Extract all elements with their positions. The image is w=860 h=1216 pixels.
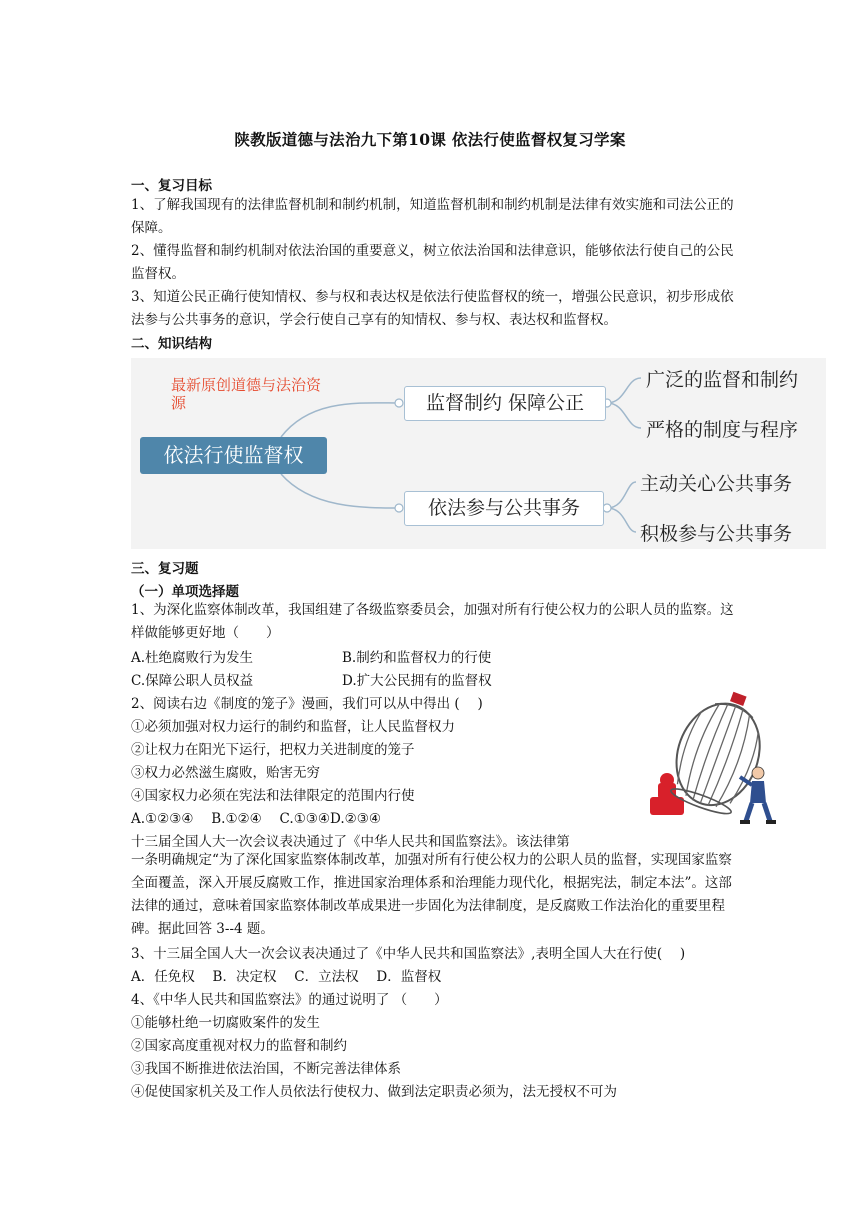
goal-1: 1、了解我国现有的法律监督机制和制约机制，知道监督机制和制约机制是法律有效实施和司法公正的保障。 bbox=[131, 197, 734, 236]
single-choice-heading: （一）单项选择题 bbox=[131, 584, 239, 600]
q3-options: A．任免权 B．决定权 C．立法权 D．监督权 bbox=[131, 969, 442, 985]
question-1-stem: 1、为深化监察体制改革，我国组建了各级监察委员会，加强对所有行使公权力的公职人员的监察。这样做能够更好地（ ） bbox=[131, 602, 734, 641]
q4-item: ①能够杜绝一切腐败案件的发生 bbox=[131, 1015, 320, 1031]
goal-2: 2、懂得监督和制约机制对依法治国的重要意义，树立依法治国和法律意识，能够依法行使自己的公民监督权。 bbox=[131, 243, 734, 282]
q2-options: A.①②③④ B.①②④ C.①③④D.②③④ bbox=[131, 811, 381, 827]
structure-heading: 二、知识结构 bbox=[131, 336, 212, 352]
goals-heading: 一、复习目标 bbox=[131, 178, 212, 194]
q2-item: ②让权力在阳光下运行，把权力关进制度的笼子 bbox=[131, 742, 415, 758]
mindmap-leaf: 严格的制度与程序 bbox=[646, 419, 799, 441]
mindmap-watermark: 最新原创道德与法治资源 bbox=[171, 376, 321, 412]
q1-option-c: C.保障公职人员权益 bbox=[131, 673, 254, 689]
q4-item: ②国家高度重视对权力的监督和制约 bbox=[131, 1038, 347, 1054]
q1-option-b: B.制约和监督权力的行使 bbox=[342, 650, 492, 666]
mindmap-leaf: 主动关心公共事务 bbox=[640, 473, 793, 495]
mindmap-root: 依法行使监督权 bbox=[140, 437, 327, 474]
q4-item: ④促使国家机关及工作人员依法行使权力、做到法定职责必须为，法无授权不可为 bbox=[131, 1084, 617, 1100]
mindmap-branch-participation: 依法参与公共事务 bbox=[404, 491, 604, 526]
mindmap-leaf: 广泛的监督和制约 bbox=[646, 369, 799, 391]
material-line-1: 十三届全国人大一次会议表决通过了《中华人民共和国监察法》。该法律第 bbox=[131, 834, 570, 850]
mindmap-leaf: 积极参与公共事务 bbox=[640, 523, 793, 545]
mindmap-branch-supervision: 监督制约 保障公正 bbox=[404, 386, 606, 421]
review-heading: 三、复习题 bbox=[131, 561, 199, 577]
question-2-stem: 2、阅读右边《制度的笼子》漫画，我们可以从中得出 ( ) bbox=[131, 696, 483, 712]
cage-cartoon-image bbox=[640, 685, 780, 835]
q2-item: ③权力必然滋生腐败，贻害无穷 bbox=[131, 765, 320, 781]
q1-option-d: D.扩大公民拥有的监督权 bbox=[342, 673, 492, 689]
q1-option-a: A.杜绝腐败行为发生 bbox=[131, 650, 254, 666]
question-4-stem: 4、《中华人民共和国监察法》的通过说明了 （ ） bbox=[131, 992, 448, 1008]
q2-item: ④国家权力必须在宪法和法律限定的范围内行使 bbox=[131, 788, 415, 804]
question-3-stem: 3、十三届全国人大一次会议表决通过了《中华人民共和国监察法》,表明全国人大在行使( ) bbox=[131, 946, 686, 962]
knowledge-mindmap bbox=[131, 358, 826, 549]
q4-item: ③我国不断推进依法治国，不断完善法律体系 bbox=[131, 1061, 401, 1077]
q2-item: ①必须加强对权力运行的制约和监督，让人民监督权力 bbox=[131, 719, 455, 735]
goal-3: 3、知道公民正确行使知情权、参与权和表达权是依法行使监督权的统一，增强公民意识，初步形成依法参与公共事务的意识，学会行使自己享有的知情权、参与权、表达权和监督权。 bbox=[131, 289, 734, 328]
page-title: 陕教版道德与法治九下第10课 依法行使监督权复习学案 bbox=[234, 130, 626, 149]
material-text: 一条明确规定“为了深化国家监察体制改革，加强对所有行使公权力的公职人员的监督，实现国家监察全面覆盖，深入开展反腐败工作，推进国家治理体系和治理能力现代化，根据宪法，制定本法”。这部法律的通过，意味着国家监察体制改革成果进一步固化为法律制度，是反腐败工作法治化的重要里程碑。据此回答 3--4 题。 bbox=[131, 852, 732, 937]
